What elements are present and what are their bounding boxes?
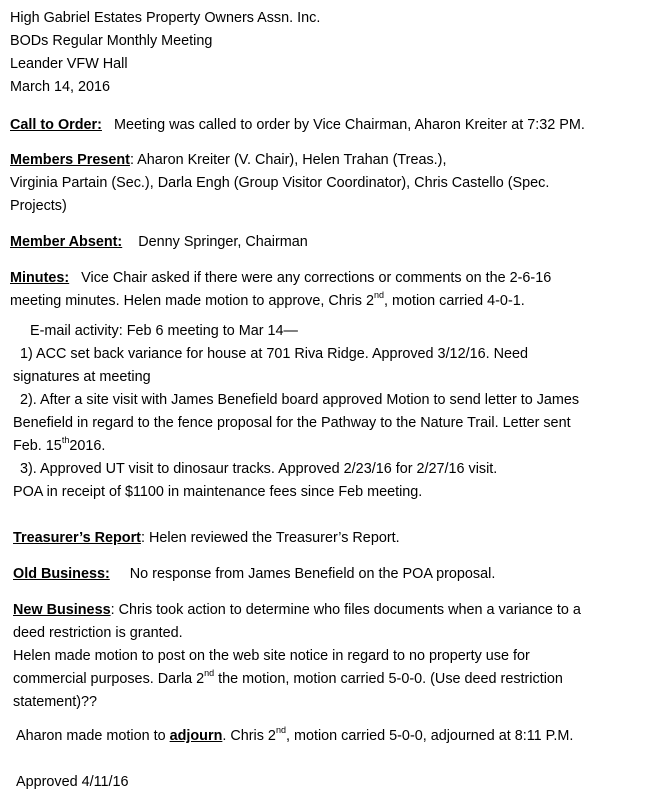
new-business-line3: Helen made motion to post on the web site notice in regard to no property use for — [13, 648, 530, 664]
new-business-line4-end: the motion, motion carried 5-0-0. (Use deed restriction — [214, 671, 563, 687]
email-item2-line3 — [13, 437, 105, 455]
adjourn-superscript: nd — [275, 725, 286, 736]
minutes-line2-text: meeting minutes. Helen made motion to approve, Chris 2 — [10, 293, 374, 309]
email-item3: 3). Approved UT visit to dinosaur tracks. Approved 2/23/16 for 2/27/16 visit. — [20, 461, 498, 477]
old-business-label: Old Business: — [13, 566, 110, 582]
email-activity-heading: E-mail activity: Feb 6 meeting to Mar 14— — [30, 323, 298, 339]
adjourn-line — [16, 727, 573, 745]
minutes-line2 — [10, 292, 525, 310]
poa-fees: POA in receipt of $1100 in maintenance fees since Feb meeting. — [13, 484, 423, 500]
treasurers-report-section — [13, 529, 400, 547]
new-business-text: : Chris took action to determine who files documents when a variance to a — [110, 602, 581, 618]
new-business-superscript: nd — [204, 668, 215, 679]
members-present-text: : Aharon Kreiter (V. Chair), Helen Trahan (Treas.), — [129, 152, 447, 168]
old-business-text: No response from James Benefield on the POA proposal. — [129, 566, 496, 582]
email-item2-line3-text: Feb. 15 — [13, 438, 62, 454]
call-to-order-section — [10, 116, 585, 134]
minutes-line2-end: , motion carried 4-0-1. — [383, 293, 525, 309]
members-present-line2: Virginia Partain (Sec.), Darla Engh (Group Visitor Coordinator), Chris Castello (Spec. — [10, 175, 550, 191]
new-business-line4-text: commercial purposes. Darla 2 — [13, 671, 205, 687]
email-item2-line3-end: 2016. — [69, 438, 106, 454]
meeting-date: March 14, 2016 — [10, 79, 110, 95]
member-absent-section — [10, 233, 308, 251]
approved-date: Approved 4/11/16 — [16, 774, 129, 790]
email-item1-line2: signatures at meeting — [13, 369, 151, 385]
email-item2-line2: Benefield in regard to the fence proposal for the Pathway to the Nature Trail. Letter sent — [13, 415, 571, 431]
members-present-label: Members Present — [10, 152, 130, 168]
meeting-location: Leander VFW Hall — [10, 56, 128, 72]
minutes-superscript: nd — [373, 290, 384, 301]
adjourn-keyword: adjourn — [169, 728, 223, 744]
member-absent-label: Member Absent: — [10, 234, 123, 250]
adjourn-text: Aharon made motion to — [16, 728, 170, 744]
minutes-text: Vice Chair asked if there were any corrections or comments on the 2-6-16 — [81, 270, 552, 286]
members-present-line1 — [10, 151, 446, 169]
call-to-order-label: Call to Order: — [10, 117, 102, 133]
new-business-line4 — [13, 670, 563, 688]
members-present-line3: Projects) — [10, 198, 67, 214]
email-item1-line1: 1) ACC set back variance for house at 701 Riva Ridge. Approved 3/12/16. Need — [20, 346, 528, 362]
minutes-line1 — [10, 269, 551, 287]
minutes-label: Minutes: — [10, 270, 70, 286]
email-item2-superscript: th — [61, 435, 70, 446]
new-business-line2: deed restriction is granted. — [13, 625, 183, 641]
email-item2-line1: 2). After a site visit with James Benefield board approved Motion to send letter to James — [20, 392, 580, 408]
member-absent-text: Denny Springer, Chairman — [138, 234, 308, 250]
treasurers-report-text: : Helen reviewed the Treasurer’s Report. — [140, 530, 400, 546]
org-name: High Gabriel Estates Property Owners Assn. Inc. — [10, 10, 321, 26]
treasurers-report-label: Treasurer’s Report — [13, 530, 141, 546]
call-to-order-text: Meeting was called to order by Vice Chairman, Aharon Kreiter at 7:32 PM. — [113, 117, 585, 133]
new-business-label: New Business — [13, 602, 111, 618]
old-business-section — [13, 565, 495, 583]
new-business-line1 — [13, 601, 581, 619]
adjourn-end: , motion carried 5-0-0, adjourned at 8:11 P.M. — [285, 728, 574, 744]
meeting-type: BODs Regular Monthly Meeting — [10, 33, 213, 49]
new-business-line5: statement)?? — [13, 694, 97, 710]
adjourn-mid: . Chris 2 — [222, 728, 276, 744]
